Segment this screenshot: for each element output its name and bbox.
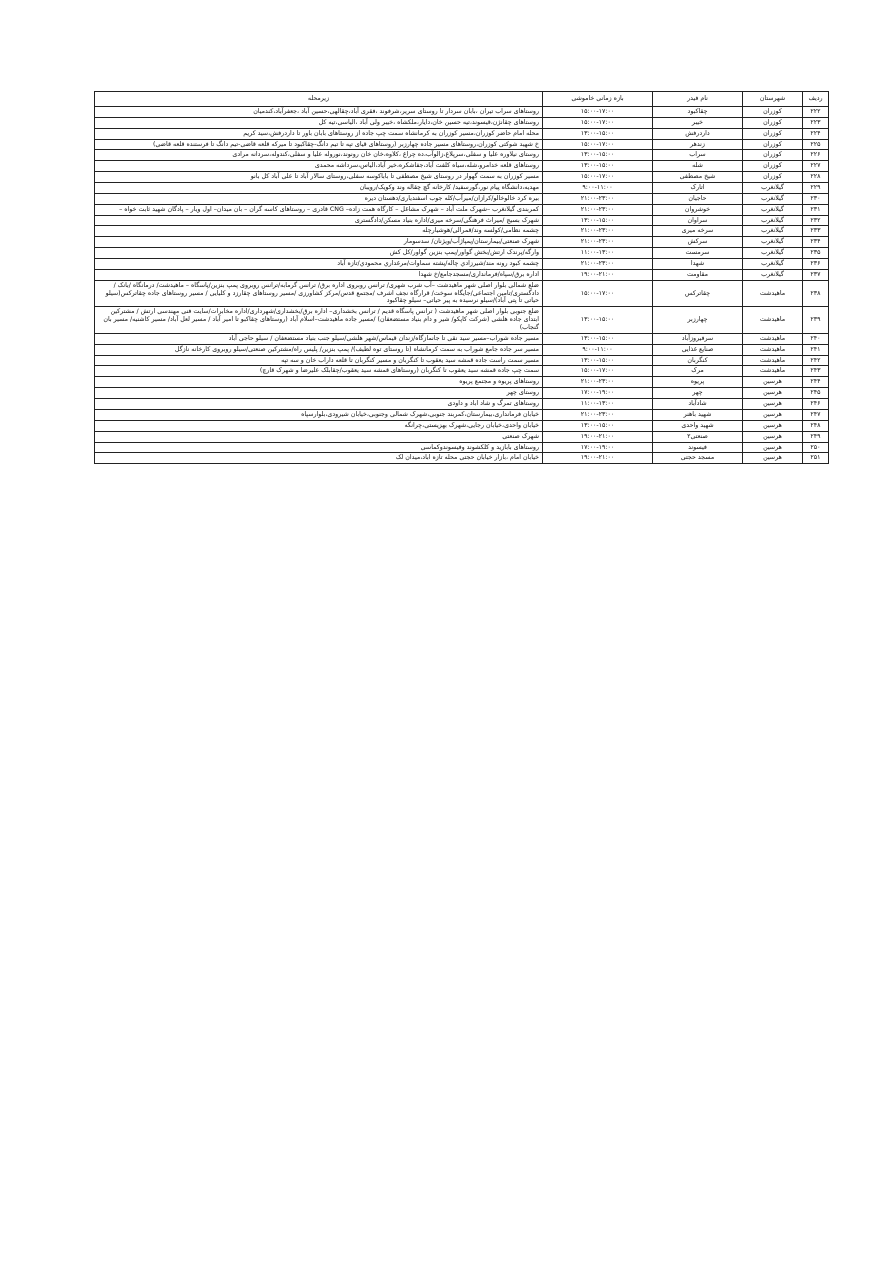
row-number: ۲۴۰ (803, 333, 829, 344)
subdistrict-cell: روستاهای تمرگ و شاد اباد و داودی (95, 399, 543, 410)
time-range-cell: ۹:۰۰-۱۱:۰۰ (543, 183, 653, 194)
city-cell: هرسین (743, 377, 803, 388)
subdistrict-cell: خیابان فرمانداری،بیمارستان،کمربند جنوبی،شهرک شمالی وجنوبی،خیابان شیرودی،بلوارسپاه (95, 409, 543, 420)
feeder-cell: سرکش (653, 237, 743, 248)
table-row (95, 117, 829, 128)
row-number: ۲۳۲ (803, 215, 829, 226)
time-range-cell: ۹:۰۰-۱۱:۰۰ (543, 344, 653, 355)
row-number: ۲۲۴ (803, 128, 829, 139)
time-range-cell: ۱۳:۰۰-۱۵:۰۰ (543, 355, 653, 366)
city-cell: کوزران (743, 161, 803, 172)
row-number: ۲۳۹ (803, 307, 829, 334)
table-row (95, 355, 829, 366)
feeder-cell: سرفیروزآباد (653, 333, 743, 344)
subdistrict-cell: مسیر کوزران به سمت گهوار در روستای شیخ مصطفی تا باباکوسه سفلی،روستای سالار آباد تا علی آباد کل بانو (95, 172, 543, 183)
feeder-cell: سراوان (653, 215, 743, 226)
table-row (95, 344, 829, 355)
time-range-cell: ۱۳:۰۰-۱۵:۰۰ (543, 128, 653, 139)
subdistrict-cell: مسیر سمت راست جاده قمشه سید یعقوب تا کنگربان و مسیر کنگربان تا قلعه داراب خان و سه تپه (95, 355, 543, 366)
subdistrict-cell: ضلع جنوبی بلوار اصلی شهر ماهیدشت ( ترانس پاسگاه قدیم / ترانس بخشداری– اداره برق/بخشداری/شهرداری/اداره مخابرات/سایت فنی مهندسی ارتش / مشترکین ابتدای جاده هلشی (شرکت کاپکو/ شیر و دام بنیاد مستضعفان) /مسیر جاده ماهیدشت–اسلام آباد (روستاهای چقاکبو تا امیر آباد / مسیر لعل آباد/ مسیر کاشنیه/ مسیر بان گنجاب) (95, 307, 543, 334)
header-city: شهرستان (743, 92, 803, 107)
time-range-cell: ۱۵:۰۰-۱۷:۰۰ (543, 139, 653, 150)
row-number: ۲۳۴ (803, 237, 829, 248)
city-cell: گیلانغرب (743, 193, 803, 204)
feeder-cell: خوشروان (653, 204, 743, 215)
row-number: ۲۲۷ (803, 161, 829, 172)
subdistrict-cell: چشمه کبود رونه مند/شیرزادي چاله/پشته سماوات/مرغداري محمودي/تازه آباد (95, 259, 543, 270)
subdistrict-cell: محله امام حاضر کوزران،مسیر کوزران به کرمانشاه سمت چپ جاده از روستاهای بابان باور تا داردرفش،سید کریم (95, 128, 543, 139)
feeder-cell: چهارزبر (653, 307, 743, 334)
row-number: ۲۳۳ (803, 226, 829, 237)
row-number: ۲۲۶ (803, 150, 829, 161)
row-number: ۲۵۱ (803, 453, 829, 464)
row-number: ۲۲۵ (803, 139, 829, 150)
subdistrict-cell: اداره برق/سپاه/فرمانداری/مسجدجامع/خ شهدا (95, 269, 543, 280)
table-row (95, 226, 829, 237)
time-range-cell: ۲۱:۰۰-۲۳:۰۰ (543, 226, 653, 237)
feeder-cell: شهید واحدی (653, 420, 743, 431)
header-subdistrict: زیرمحله (95, 92, 543, 107)
time-range-cell: ۱۳:۰۰-۱۵:۰۰ (543, 161, 653, 172)
outage-schedule-table (94, 91, 829, 464)
table-body (95, 107, 829, 464)
city-cell: گیلانغرب (743, 226, 803, 237)
subdistrict-cell: ضلع شمالی بلوار اصلی شهر ماهیدشت –آب شرب شهری/ ترانس روبروی اداره برق/ ترانس گرمابه/ترانس روبروی پمپ بنزین/پاسگاه – ماهیدشت/ درمانگاه /بانک /دادگستری/تامین اجتماعی/جایگاه سوخت/ قرارگاه نجف اشرف /مجتمع قدس/مرکز کشاورزی /مسیر روستاهای چقارزد و کلیایی / مسیر روستاهای جاده چقاترکس(سیلو حیاتی تا پتی آباد)/سیلو نرسیده به پیر حیاتی– سیلو چقاکبود (95, 280, 543, 307)
table-row (95, 150, 829, 161)
row-number: ۲۲۲ (803, 107, 829, 118)
feeder-cell: زندهر (653, 139, 743, 150)
city-cell: گیلانغرب (743, 204, 803, 215)
feeder-cell: فیسوند (653, 442, 743, 453)
feeder-cell: خیبر (653, 117, 743, 128)
subdistrict-cell: روستاهای قلعه خدامرو،شله،سیاه کلفت آباد،جفاشکره،خیر آباد،الیاس،سرداشه محمدی (95, 161, 543, 172)
time-range-cell: ۱۹:۰۰-۲۱:۰۰ (543, 431, 653, 442)
table-row (95, 172, 829, 183)
city-cell: ماهیدشت (743, 366, 803, 377)
city-cell: گیلانغرب (743, 237, 803, 248)
city-cell: ماهیدشت (743, 333, 803, 344)
feeder-cell: شهید باهنر (653, 409, 743, 420)
row-number: ۲۴۶ (803, 399, 829, 410)
feeder-cell: حاجیان (653, 193, 743, 204)
city-cell: ماهیدشت (743, 355, 803, 366)
city-cell: کوزران (743, 139, 803, 150)
header-feeder: نام فیدر (653, 92, 743, 107)
city-cell: هرسین (743, 442, 803, 453)
time-range-cell: ۱۵:۰۰-۱۷:۰۰ (543, 107, 653, 118)
city-cell: ماهیدشت (743, 344, 803, 355)
row-number: ۲۳۰ (803, 193, 829, 204)
row-number: ۲۵۰ (803, 442, 829, 453)
table-row (95, 333, 829, 344)
table-row (95, 420, 829, 431)
feeder-cell: شیخ مصطفی (653, 172, 743, 183)
row-number: ۲۴۸ (803, 420, 829, 431)
feeder-cell: مرک (653, 366, 743, 377)
feeder-cell: چهر (653, 388, 743, 399)
row-number: ۲۳۱ (803, 204, 829, 215)
time-range-cell: ۱۹:۰۰-۲۱:۰۰ (543, 453, 653, 464)
subdistrict-cell: چشمه نظامی/کولسه وند/قمرالی/هوشیارچله (95, 226, 543, 237)
subdistrict-cell: روستای چهر (95, 388, 543, 399)
feeder-cell: صنعتی۲ (653, 431, 743, 442)
row-number: ۲۳۶ (803, 259, 829, 270)
subdistrict-cell: روستاهای چقانژن،قیسوند،تیه حسین خان،دایار،ملکشاه ،خیبر ولی آباد ،الیاسی،تیه کل (95, 117, 543, 128)
feeder-cell: چقاترکس (653, 280, 743, 307)
table-row (95, 280, 829, 307)
row-number: ۲۲۳ (803, 117, 829, 128)
city-cell: گیلانغرب (743, 269, 803, 280)
time-range-cell: ۲۱:۰۰-۲۳:۰۰ (543, 259, 653, 270)
city-cell: هرسین (743, 420, 803, 431)
row-number: ۲۴۷ (803, 409, 829, 420)
time-range-cell: ۱۵:۰۰-۱۷:۰۰ (543, 280, 653, 307)
city-cell: ماهیدشت (743, 280, 803, 307)
table-row (95, 453, 829, 464)
subdistrict-cell: روستای نیلاوره علیا و سفلی،سرپلاغ،زالوآب،ده چراغ ،کلاوه،خان خان رونوند،نوروله علیا و سفلی،کندوله،سردانه مرادی (95, 150, 543, 161)
subdistrict-cell: شهرک صنعتی/بیمارستان/پمپاژآب/ویژنان/ سدسومار (95, 237, 543, 248)
subdistrict-cell: شهرک بسیج /میراث فرهنگی/سرخه میری/اداره بنیاد مسکن/دادگستری (95, 215, 543, 226)
table-row (95, 128, 829, 139)
city-cell: هرسین (743, 431, 803, 442)
subdistrict-cell: روستاهای سراب تیران ،بابان سردار تا روستای سریر،شرفوند ،فقری آباد،چقالهی،حسین آباد ،جعفرآباد،کندمیان (95, 107, 543, 118)
time-range-cell: ۱۱:۰۰-۱۳:۰۰ (543, 399, 653, 410)
row-number: ۲۴۴ (803, 377, 829, 388)
feeder-cell: سراب (653, 150, 743, 161)
table-row (95, 409, 829, 420)
city-cell: هرسین (743, 388, 803, 399)
subdistrict-cell: مسیر جاده شوراب–مسیر سید نقی تا جانمازگاه/زندان قیماس/شهر هلشی/سیلو جنب بنیاد مستضعفان / سیلو حاجی آباد (95, 333, 543, 344)
city-cell: گیلانغرب (743, 215, 803, 226)
feeder-cell: شهدا (653, 259, 743, 270)
subdistrict-cell: بیره کرد خالوخالو/کرازان/میرآب/کله جوب اسفندیاری/دهستان دیره (95, 193, 543, 204)
feeder-cell: مسجد حجتی (653, 453, 743, 464)
time-range-cell: ۱۳:۰۰-۱۵:۰۰ (543, 215, 653, 226)
subdistrict-cell: روستاهای بابازید و کلکشوند وفیسوندوکماسی (95, 442, 543, 453)
table-row (95, 366, 829, 377)
city-cell: گیلانغرب (743, 248, 803, 259)
subdistrict-cell: مسیر سر جاده جامع شوراب به سمت کرمانشاه (تا روستای توه لطیف)/ پمپ بنزین/ پلیس راه/مشترکین صنعتی/سیلو روبروی کارخانه نازگل (95, 344, 543, 355)
time-range-cell: ۱۹:۰۰-۲۱:۰۰ (543, 269, 653, 280)
subdistrict-cell: مهدیه،دانشگاه پیام نور،گورسفید/ کارخانه گچ چقاله وند وکویک/رویبان (95, 183, 543, 194)
table-row (95, 204, 829, 215)
time-range-cell: ۲۱:۰۰-۲۳:۰۰ (543, 237, 653, 248)
city-cell: هرسین (743, 399, 803, 410)
time-range-cell: ۱۵:۰۰-۱۷:۰۰ (543, 366, 653, 377)
city-cell: گیلانغرب (743, 259, 803, 270)
city-cell: هرسین (743, 453, 803, 464)
table-row (95, 248, 829, 259)
table-row (95, 442, 829, 453)
row-number: ۲۲۹ (803, 183, 829, 194)
city-cell: کوزران (743, 117, 803, 128)
city-cell: گیلانغرب (743, 183, 803, 194)
city-cell: کوزران (743, 172, 803, 183)
header-row-number: ردیف (803, 92, 829, 107)
city-cell: ماهیدشت (743, 307, 803, 334)
time-range-cell: ۲۱:۰۰-۲۳:۰۰ (543, 204, 653, 215)
row-number: ۲۲۸ (803, 172, 829, 183)
feeder-cell: صنایع غذایی (653, 344, 743, 355)
table-row (95, 307, 829, 334)
feeder-cell: پریوه (653, 377, 743, 388)
feeder-cell: سرخه میری (653, 226, 743, 237)
time-range-cell: ۱۳:۰۰-۱۵:۰۰ (543, 420, 653, 431)
row-number: ۲۳۷ (803, 269, 829, 280)
time-range-cell: ۱۵:۰۰-۱۷:۰۰ (543, 117, 653, 128)
subdistrict-cell: خیابان واحدی،خیابان رجایی،شهرک بهزیستی،چرانگه (95, 420, 543, 431)
feeder-cell: شادآباد (653, 399, 743, 410)
table-row (95, 388, 829, 399)
city-cell: کوزران (743, 150, 803, 161)
row-number: ۲۳۸ (803, 280, 829, 307)
table-row (95, 107, 829, 118)
table-row (95, 139, 829, 150)
feeder-cell: چقاکبود (653, 107, 743, 118)
feeder-cell: سرمست (653, 248, 743, 259)
time-range-cell: ۱۱:۰۰-۱۳:۰۰ (543, 248, 653, 259)
time-range-cell: ۱۵:۰۰-۱۷:۰۰ (543, 172, 653, 183)
subdistrict-cell: سمت چپ جاده قمشه سید یعقوب تا کنگربان (روستاهای قمشه سید یعقوب/چقابلک علیرضا و شهرک قارچ) (95, 366, 543, 377)
row-number: ۲۴۹ (803, 431, 829, 442)
table-row (95, 431, 829, 442)
row-number: ۲۳۵ (803, 248, 829, 259)
table-row (95, 237, 829, 248)
subdistrict-cell: خ شهید شوکتی کوزران،روستاهای مسیر جاده چهارزبر (روستاهای قیای تپه تا تیم دانگ-چقاکبود تا میرکه قلعه قاضی-تیم دانگ تا فرستنده قلعه قاضی) (95, 139, 543, 150)
time-range-cell: ۱۳:۰۰-۱۵:۰۰ (543, 307, 653, 334)
time-range-cell: ۲۱:۰۰-۲۳:۰۰ (543, 409, 653, 420)
feeder-cell: اتارک (653, 183, 743, 194)
table-row (95, 259, 829, 270)
header-time-range: بازه زمانی خاموشی (543, 92, 653, 107)
subdistrict-cell: روستاهای پریوه و مجتمع پریوه (95, 377, 543, 388)
table-row (95, 161, 829, 172)
time-range-cell: ۱۷:۰۰-۱۹:۰۰ (543, 388, 653, 399)
table-header-row (95, 92, 829, 107)
subdistrict-cell: خیابان امام ،بازار خیابان حجتی محله تازه اباد،میدان لک (95, 453, 543, 464)
table-row (95, 377, 829, 388)
table-row (95, 193, 829, 204)
subdistrict-cell: شهرک صنعتی (95, 431, 543, 442)
table-row (95, 215, 829, 226)
time-range-cell: ۱۳:۰۰-۱۵:۰۰ (543, 150, 653, 161)
table-row (95, 269, 829, 280)
feeder-cell: داردرفش (653, 128, 743, 139)
time-range-cell: ۱۷:۰۰-۱۹:۰۰ (543, 442, 653, 453)
row-number: ۲۴۳ (803, 366, 829, 377)
subdistrict-cell: وارگه/پرندک ارتش/بخش گواور/پمپ بنزین گواور/کل کش (95, 248, 543, 259)
time-range-cell: ۲۱:۰۰-۲۳:۰۰ (543, 377, 653, 388)
feeder-cell: مقاومت (653, 269, 743, 280)
table-row (95, 399, 829, 410)
city-cell: کوزران (743, 128, 803, 139)
row-number: ۲۴۱ (803, 344, 829, 355)
time-range-cell: ۲۱:۰۰-۲۳:۰۰ (543, 193, 653, 204)
feeder-cell: شله (653, 161, 743, 172)
row-number: ۲۴۲ (803, 355, 829, 366)
time-range-cell: ۱۳:۰۰-۱۵:۰۰ (543, 333, 653, 344)
city-cell: هرسین (743, 409, 803, 420)
subdistrict-cell: کمربندی گیلانغرب –شهرک ملت آباد – شهرک مشاغل – کارگاه همت زاده– CNG قادری – روستاهای کاسه گران – بان میدان– اول ویار – پادگان شهید ثابت خواه – (95, 204, 543, 215)
city-cell: کوزران (743, 107, 803, 118)
table-row (95, 183, 829, 194)
feeder-cell: کنگربان (653, 355, 743, 366)
row-number: ۲۴۵ (803, 388, 829, 399)
